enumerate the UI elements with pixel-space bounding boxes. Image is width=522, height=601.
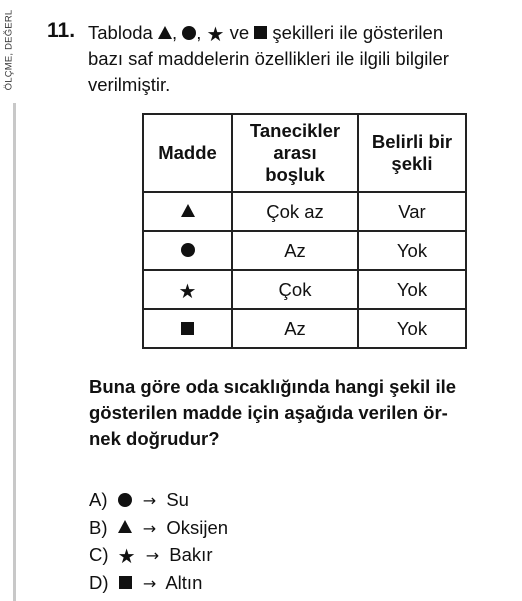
prompt-line-1: Buna göre oda sıcaklığında hangi şekil ile [89,376,457,397]
row-symbol-cell [143,309,232,348]
row-symbol-cell [143,192,232,231]
circle-icon [182,26,196,40]
question-prompt [89,374,514,452]
row-shape-cell: Yok [358,309,466,348]
table-header-row [143,114,466,192]
properties-table [142,113,467,349]
side-margin-label [2,0,16,100]
arrow-icon: → [142,491,157,510]
arrow-icon: → [142,518,157,538]
option-b[interactable] [89,514,228,542]
option-a[interactable] [89,486,228,514]
row-symbol-cell [143,231,232,270]
side-label-text: ÖLÇME, DEĞERL [3,9,15,91]
option-answer: Altın [165,571,203,593]
table-row [143,270,466,309]
triangle-icon [118,520,132,533]
option-letter: B) [89,516,108,538]
option-answer: Bakır [169,544,213,565]
circle-icon [118,493,132,507]
intro-text-start: Tabloda [88,22,153,43]
option-letter: C) [89,544,109,565]
header-spacing-line-2: arası [273,142,317,163]
star-icon: ★ [117,544,136,569]
header-madde [143,114,232,192]
row-spacing-cell: Az [232,231,358,270]
question-intro-line-3: verilmiştir. [88,74,171,95]
header-belirli-bir-sekli [358,114,466,192]
option-c[interactable] [89,541,228,569]
option-letter: D) [89,571,109,593]
option-d[interactable] [89,569,228,597]
prompt-line-3: nek doğrudur? [89,428,220,449]
arrow-icon: → [145,546,160,565]
question-intro [88,20,513,98]
header-spacing-line-1: Tanecikler [249,120,341,141]
intro-text-end: şekilleri ile gösterilen [272,22,444,43]
arrow-icon: → [142,573,157,593]
row-spacing-cell: Az [232,309,358,348]
question-number: 11. [47,19,76,42]
triangle-icon [158,26,172,39]
row-shape-cell: Yok [358,270,466,309]
question-intro-line-1: Tabloda , , ★ ve şekilleri ile gösterilen [88,22,444,47]
answer-options [89,486,228,596]
square-icon [181,322,194,335]
circle-icon [181,243,195,257]
option-answer: Su [166,489,189,510]
row-spacing-cell: Çok [232,270,358,309]
header-shape-line-1: Belirli bir [371,131,453,152]
header-shape-line-2: şekli [391,153,433,174]
header-madde-line-1: Madde [158,142,217,163]
row-spacing-cell: Çok az [232,192,358,231]
star-icon: ★ [206,22,225,47]
prompt-line-2: gösterilen madde için aşağıda verilen ör- [89,402,448,423]
row-shape-cell: Yok [358,231,466,270]
side-margin-bar [13,103,16,601]
star-icon: ★ [178,278,197,303]
header-tanecikler-arasi-bosluk [232,114,358,192]
square-icon [254,26,267,39]
row-symbol-cell [143,270,232,309]
triangle-icon [181,204,195,217]
row-shape-cell: Var [358,192,466,231]
intro-text-ve: ve [229,22,250,43]
table-row [143,231,466,270]
option-answer: Oksijen [166,516,229,538]
table-row [143,192,466,231]
table-row [143,309,466,348]
header-spacing-line-3: boşluk [265,164,325,185]
option-letter: A) [89,489,108,510]
question-intro-line-2: bazı saf maddelerin özellikleri ile ilgili bilgiler [88,48,449,69]
square-icon [119,576,132,589]
